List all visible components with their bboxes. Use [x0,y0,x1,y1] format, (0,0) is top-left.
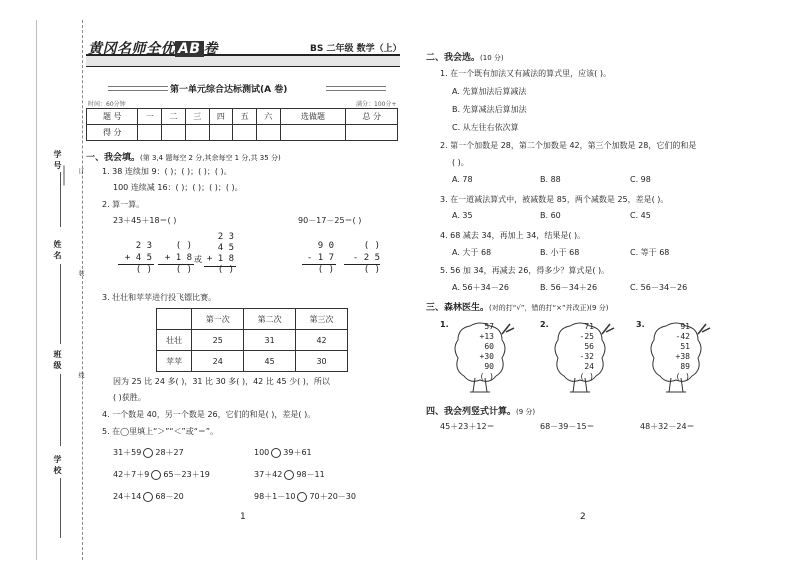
section1-title: 一、我会填。 [86,153,141,163]
vertical-calc-1 [122,240,152,276]
q3-heading: 3. 壮壮和苹苹进行投飞镖比赛。 [102,293,217,302]
calc-line: 60 [484,342,494,351]
compare-circle[interactable] [151,470,161,480]
cut-mark-zhuang: 装 [77,270,84,276]
section3-title: 三、森林医生。 [426,303,490,313]
label-student-id: 学 号 [53,150,62,169]
q2-heading: 2. 算一算。 [102,200,145,209]
cmp-left: 42＋7＋9 [113,470,150,479]
tree-answer[interactable]: ( ) [579,372,594,381]
s2-q2-opt[interactable]: C. 98 [630,175,651,184]
cmp-left: 24＋14 [113,492,142,501]
s2-q5: 5. 56 加 34，再减去 26，得多少？算式是( )。 [440,266,610,275]
s2-q1-opt[interactable]: C. 从左往右依次算 [452,123,519,132]
rule [64,166,65,186]
label-class: 班 级 [53,350,62,369]
score-input[interactable] [162,125,186,141]
v5-mid: - 2 5 [352,253,380,263]
vertical-calc-task: 48＋32－24＝ [640,422,695,431]
q5-text: 5. 在◯里填上“＞”“＜”或“＝”。 [102,427,218,436]
section2-score: (10 分) [480,54,504,62]
cut-mark-xian: 线 [77,372,84,378]
fill-line-school [60,478,61,538]
s2-q4-opt[interactable]: C. 等于 68 [630,248,670,257]
section3-note: (对的打“√”，错的打“×”并改正)(9 分) [489,304,609,312]
dart-cell: 42 [296,330,348,351]
score-row-label: 得 分 [87,125,138,141]
score-input[interactable] [256,125,280,141]
section2-heading [426,50,504,63]
fill-line-class [60,374,61,446]
calc-line: 89 [680,362,690,371]
title-deco-right [326,86,386,91]
v2-top: ( ) [175,241,192,251]
score-table [86,108,398,141]
or-label: 或 [194,255,202,264]
score-input[interactable] [233,125,257,141]
cmp-right: 65－23＋19 [163,470,210,479]
dart-cell: 24 [192,351,244,372]
dart-header-cell: 第二次 [244,309,296,330]
v1-mid: + 4 5 [124,253,152,263]
calc-line: +38 [675,352,690,361]
dart-cell: 30 [296,351,348,372]
score-cell: 一 [138,109,162,125]
v4-mid: - 1 7 [306,253,334,263]
page-number-right: 2 [580,512,586,522]
vertical-calc-5 [346,240,380,276]
dart-cell: 壮壮 [157,330,192,351]
section4-score: (9 分) [516,408,536,416]
full-score: 满分：100分+ [356,101,397,108]
cmp-right: 39＋61 [283,448,312,457]
tree-number: 2. [540,320,549,329]
compare-item [113,447,184,458]
s2-q4-opt[interactable]: B. 小于 68 [540,248,580,257]
score-cell: 题 号 [87,109,138,125]
section4-heading [426,404,535,417]
s2-q3: 3. 在一道减法算式中，被减数是 85，两个减数是 25，差是( )。 [440,195,669,204]
q2-eq1: 23＋45＋18＝( ) [113,216,177,225]
dart-header-cell: 第三次 [296,309,348,330]
score-cell: 选做题 [280,109,346,125]
calc-line: -32 [579,352,594,361]
v1-line [118,264,154,265]
label-school: 学 校 [53,455,62,474]
binding-line [82,20,83,560]
s2-q3-opt[interactable]: A. 35 [452,211,473,220]
v5-result: ( ) [363,265,380,275]
s2-q2-a: 2. 第一个加数是 28，第二个加数是 42，第三个加数是 28，它们的和是 [440,141,697,150]
cmp-right: 70＋20－30 [309,492,356,501]
calc-line: +13 [479,332,494,341]
tree-number: 1. [440,320,449,329]
q1-add-line: 1. 38 连续加 9：( )；( )；( )；( )。 [102,167,232,176]
cut-mark-ding: 订 [77,168,84,174]
dart-header-row [157,309,348,330]
q3-text-a: 因为 25 比 24 多( )，31 比 30 多( )，42 比 45 少( )，所以 [113,377,330,386]
tree-calc [662,322,690,382]
calc-line: 51 [680,342,690,351]
cmp-right: 98－11 [296,470,325,479]
compare-item [254,491,356,502]
score-cell: 总 分 [346,109,398,125]
s2-q1: 1. 在一个既有加法又有减法的算式里，应该( )。 [440,69,611,78]
v2-line [158,264,194,265]
score-input[interactable] [346,125,398,141]
q3-text-b: ( )获胜。 [113,393,146,402]
cmp-right: 68－20 [155,492,184,501]
vertical-calc-4 [304,240,334,276]
cmp-left: 100 [254,448,270,457]
v4-result: ( ) [317,265,334,275]
vertical-calc-2 [160,240,192,276]
calc-line: -42 [675,332,690,341]
section4-title: 四、我会列竖式计算。 [426,407,517,417]
compare-item [254,469,325,480]
compare-circle[interactable] [284,470,294,480]
dart-row [157,330,348,351]
cmp-right: 28＋27 [155,448,184,457]
score-cell: 二 [162,109,186,125]
tree-card-2 [540,318,620,394]
calc-line: -25 [579,332,594,341]
tree-calc [566,322,594,382]
dart-cell: 31 [244,330,296,351]
compare-item [254,447,312,458]
cmp-left: 31＋59 [113,448,142,457]
compare-item [113,469,210,480]
margin-line [36,20,37,560]
s2-q4-opt[interactable]: A. 大于 68 [452,248,492,257]
brand-tail: 卷 [203,41,219,57]
tree-answer[interactable]: ( ) [675,372,690,381]
brand-text: 黄冈名师全优 [88,41,175,57]
dart-cell: 25 [192,330,244,351]
s2-q5-opt[interactable]: C. 56－34－26 [630,283,688,292]
v4-line [302,264,336,265]
s2-q5-opt[interactable]: A. 56＋34－26 [452,283,509,292]
v1-top: 2 3 [135,241,152,251]
tree-card-1 [440,318,520,394]
dart-header-cell [157,309,192,330]
s2-q2-opt[interactable]: B. 88 [540,175,561,184]
dart-score-table [156,308,348,372]
v5-top: ( ) [363,241,380,251]
dart-cell: 45 [244,351,296,372]
v3-a: 2 3 [217,232,234,242]
score-table-score-row [87,125,398,141]
q4-text: 4. 一个数是 40，另一个数是 26，它们的和是( )，差是( )。 [102,410,316,419]
compare-circle[interactable] [271,448,281,458]
tree-calc [466,322,494,382]
v3-b: 4 5 [217,243,234,253]
v2-mid: + 1 8 [164,253,192,263]
section2-title: 二、我会选。 [426,53,481,63]
s2-q5-opt[interactable]: B. 56－34＋26 [540,283,598,292]
grade-label: BS 二年级 数学（上） [310,44,402,54]
s2-q4: 4. 68 减去 34，再加上 34，结果是( )。 [440,231,586,240]
score-input[interactable] [280,125,346,141]
v1-result: ( ) [135,265,152,275]
fill-line-name [60,264,61,344]
score-cell: 五 [233,109,257,125]
calc-line: +30 [479,352,494,361]
vertical-calc-3 [204,232,234,276]
vertical-calc-task: 68－39－15＝ [540,422,595,431]
compare-circle[interactable] [143,448,153,458]
compare-circle[interactable] [297,492,307,502]
vertical-calc-task: 45＋23＋12＝ [440,422,495,431]
dart-row [157,351,348,372]
s2-q1-opt[interactable]: A. 先算加法后算减法 [452,87,527,96]
score-input[interactable] [185,125,209,141]
section1-heading [86,150,281,163]
s2-q1-opt[interactable]: B. 先算减法后算加法 [452,105,527,114]
v2-result: ( ) [175,265,192,275]
label-name: 姓 名 [53,240,62,259]
brand-title [88,38,218,58]
v4-top: 9 0 [317,241,334,251]
dart-cell: 苹苹 [157,351,192,372]
brand-ab-logo: AB [175,41,204,57]
calc-line: 57 [484,322,494,331]
calc-line: 90 [484,362,494,371]
calc-line: 56 [584,342,594,351]
s2-q3-opt[interactable]: B. 60 [540,211,561,220]
v3-result: ( ) [217,265,234,275]
score-input[interactable] [138,125,162,141]
test-title: 第一单元综合达标测试(A 卷) [170,85,288,95]
s2-q2-b: ( )。 [452,158,469,167]
v5-line [344,264,380,265]
q1-sub-line: 100 连续减 16：( )；( )；( )；( )。 [113,183,243,192]
dart-header-cell: 第一次 [192,309,244,330]
v3-line [204,266,236,267]
cmp-left: 37＋42 [254,470,283,479]
score-cell: 三 [185,109,209,125]
section1-note: (第 3,4 题每空 2 分,其余每空 1 分,共 35 分) [140,154,281,162]
calc-line: 24 [584,362,594,371]
cmp-left: 98＋1－10 [254,492,296,501]
score-cell: 四 [209,109,233,125]
page-number-left: 1 [240,512,246,522]
score-table-header-row [87,109,398,125]
calc-line: 71 [584,322,594,331]
score-cell: 六 [256,109,280,125]
tree-number: 3. [636,320,645,329]
time-limit: 时间：60分钟 [88,101,126,108]
q2-eq2: 90－17－25＝( ) [298,216,362,225]
compare-item [113,491,184,502]
score-input[interactable] [209,125,233,141]
v3-c: + 1 8 [206,254,234,264]
s2-q3-opt[interactable]: C. 45 [630,211,651,220]
tree-card-3 [636,318,716,394]
calc-line: 91 [680,322,690,331]
title-deco-left [108,86,168,91]
s2-q2-opt[interactable]: A. 78 [452,175,473,184]
section3-heading [426,300,608,313]
tree-answer[interactable]: ( ) [479,372,494,381]
fill-line-id [60,172,61,227]
compare-circle[interactable] [143,492,153,502]
